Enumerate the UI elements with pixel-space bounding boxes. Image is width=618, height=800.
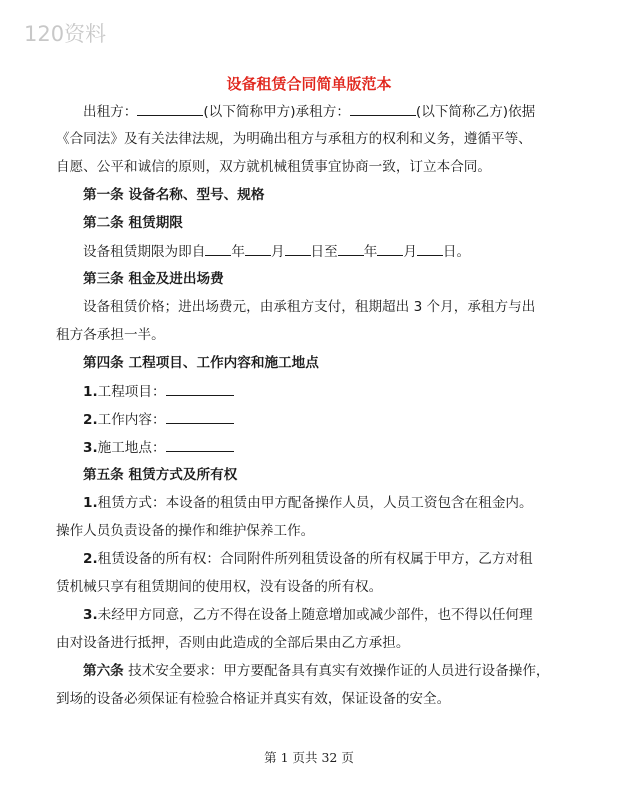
ownership-line-1 — [83, 549, 533, 569]
article-5-heading: 第五条 租赁方式及所有权 — [83, 467, 238, 483]
lessee-blank — [350, 101, 416, 116]
lease-term-label: 设备租赁期限为即自 — [83, 244, 206, 260]
lessee-label: (以下简称甲方)承租方： — [203, 104, 350, 120]
work-content-item-number: 2. — [83, 412, 98, 428]
end-day-blank — [417, 241, 443, 256]
end-month-label: 月 — [403, 244, 417, 260]
page-footer: 第 1 页共 32 页 — [264, 750, 354, 765]
article-6-line-2: 到场的设备必须保证有检验合格证并真实有效，保证设备的安全。 — [56, 691, 451, 707]
rent-line-2: 租方各承担一半。 — [56, 327, 165, 343]
modification-text: 未经甲方同意，乙方不得在设备上随意增加或减少部件，也不得以任何理 — [97, 607, 533, 623]
ownership-text: 租赁设备的所有权：合同附件所列租赁设备的所有权属于甲方，乙方对租 — [97, 551, 533, 567]
lease-mode-line-2: 操作人员负责设备的操作和维护保养工作。 — [56, 523, 315, 539]
modification-line-2: 由对设备进行抵押，否则由此造成的全部后果由乙方承担。 — [56, 635, 410, 651]
site-blank — [166, 437, 234, 452]
site-item — [83, 437, 234, 458]
start-year-blank — [205, 241, 231, 256]
lessor-blank — [137, 101, 203, 116]
lease-mode-number: 1. — [83, 495, 98, 511]
watermark-logo: 120资料 — [24, 22, 107, 46]
article-4-heading: 第四条 工程项目、工作内容和施工地点 — [83, 355, 319, 371]
article-1-heading: 第一条 设备名称、型号、规格 — [83, 187, 265, 203]
start-day-blank — [285, 241, 311, 256]
lease-term-line — [83, 241, 470, 262]
lease-mode-text: 租赁方式：本设备的租赁由甲方配备操作人员，人员工资包含在租金内。 — [97, 495, 533, 511]
article-6-text: 技术安全要求：甲方要配备具有真实有效操作证的人员进行设备操作， — [123, 663, 550, 679]
intro-line-2: 《合同法》及有关法律法规，为明确出租方与承租方的权利和义务，遵循平等、 — [56, 131, 532, 147]
project-item-number: 1. — [83, 384, 98, 400]
project-item-label: 工程项目： — [97, 384, 166, 400]
lessor-label: 出租方： — [83, 104, 138, 120]
document-title: 设备租赁合同简单版范本 — [226, 75, 392, 93]
ownership-line-2: 赁机械只享有租赁期间的使用权，没有设备的所有权。 — [56, 579, 383, 595]
intro-line-1 — [83, 101, 535, 122]
article-2-heading: 第二条 租赁期限 — [83, 215, 183, 231]
site-item-number: 3. — [83, 440, 98, 456]
intro-line-3: 自愿、公平和诚信的原则，双方就机械租赁事宜协商一致，订立本合同。 — [56, 159, 491, 175]
modification-number: 3. — [83, 607, 98, 623]
end-year-blank — [338, 241, 364, 256]
intro-line-1-tail: (以下简称乙方)依据 — [415, 104, 536, 120]
article-6-heading: 第六条 — [83, 663, 124, 679]
article-3-heading: 第三条 租金及进出场费 — [83, 271, 224, 287]
article-6-line-1 — [83, 661, 550, 681]
end-month-blank — [377, 241, 403, 256]
project-item — [83, 381, 234, 402]
rent-line-1: 设备租赁价格；进出场费元，由承租方支付，租期超出 3 个月，承租方与出 — [83, 299, 536, 315]
modification-line-1 — [83, 605, 533, 625]
end-day-label: 日。 — [442, 244, 471, 260]
start-day-label: 日至 — [310, 244, 338, 260]
start-month-label: 月 — [270, 244, 285, 260]
work-content-item-label: 工作内容： — [97, 412, 166, 428]
ownership-number: 2. — [83, 551, 98, 567]
project-blank — [166, 381, 234, 396]
end-year-label: 年 — [363, 244, 378, 260]
work-content-item — [83, 409, 234, 430]
start-month-blank — [245, 241, 271, 256]
lease-mode-line-1 — [83, 493, 533, 513]
start-year-label: 年 — [231, 244, 245, 260]
work-content-blank — [166, 409, 234, 424]
site-item-label: 施工地点： — [97, 440, 166, 456]
